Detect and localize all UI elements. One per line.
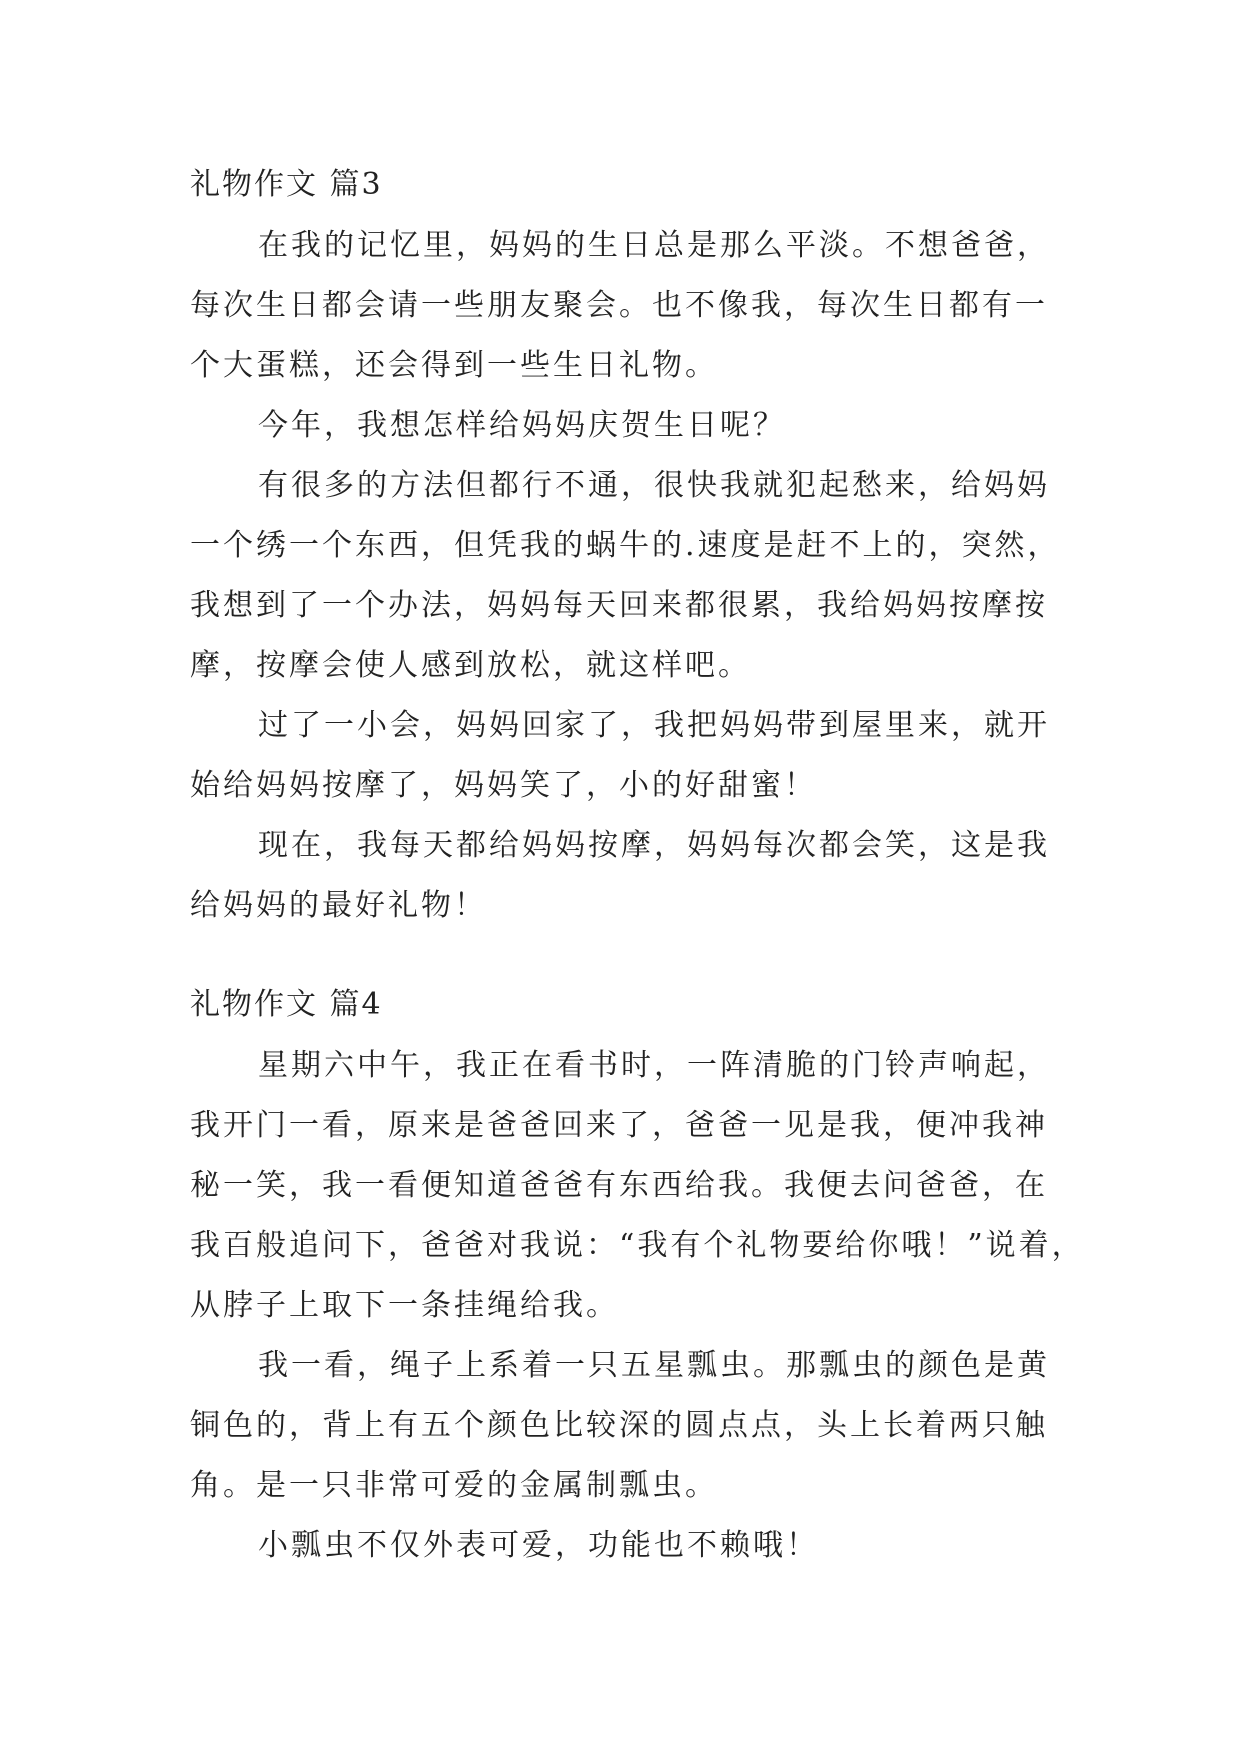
paragraph-line: 在我的记忆里，妈妈的生日总是那么平淡。不想爸爸， bbox=[258, 228, 1050, 263]
section-title: 礼物作文 篇3 bbox=[190, 167, 383, 202]
paragraph-line: 个大蛋糕，还会得到一些生日礼物。 bbox=[190, 348, 718, 383]
paragraph-line: 给妈妈的最好礼物！ bbox=[190, 888, 487, 923]
paragraph-line: 现在，我每天都给妈妈按摩，妈妈每次都会笑，这是我 bbox=[258, 828, 1050, 863]
paragraph-line: 小瓢虫不仅外表可爱，功能也不赖哦！ bbox=[258, 1528, 819, 1563]
paragraph-line: 摩，按摩会使人感到放松，就这样吧。 bbox=[190, 648, 751, 683]
paragraph-line: 每次生日都会请一些朋友聚会。也不像我，每次生日都有一 bbox=[190, 288, 1048, 323]
section-title: 礼物作文 篇4 bbox=[190, 987, 383, 1022]
paragraph-line: 星期六中午，我正在看书时，一阵清脆的门铃声响起， bbox=[258, 1048, 1050, 1083]
paragraph-line: 始给妈妈按摩了，妈妈笑了，小的好甜蜜！ bbox=[190, 768, 817, 803]
paragraph-line: 角。是一只非常可爱的金属制瓢虫。 bbox=[190, 1468, 718, 1503]
paragraph-line: 一个绣一个东西，但凭我的蜗牛的.速度是赶不上的，突然， bbox=[190, 528, 1061, 563]
paragraph-line: 铜色的，背上有五个颜色比较深的圆点点，头上长着两只触 bbox=[190, 1408, 1048, 1443]
paragraph-line: 有很多的方法但都行不通，很快我就犯起愁来，给妈妈 bbox=[258, 468, 1050, 503]
paragraph-line: 我想到了一个办法，妈妈每天回来都很累，我给妈妈按摩按 bbox=[190, 588, 1048, 623]
paragraph-line: 我开门一看，原来是爸爸回来了，爸爸一见是我，便冲我神 bbox=[190, 1108, 1048, 1143]
paragraph-line: 秘一笑，我一看便知道爸爸有东西给我。我便去问爸爸，在 bbox=[190, 1168, 1048, 1203]
paragraph-line: 我一看，绳子上系着一只五星瓢虫。那瓢虫的颜色是黄 bbox=[258, 1348, 1050, 1383]
paragraph-line: 今年，我想怎样给妈妈庆贺生日呢？ bbox=[258, 408, 786, 443]
paragraph-line: 我百般追问下，爸爸对我说：“我有个礼物要给你哦！”说着， bbox=[190, 1228, 1085, 1263]
paragraph-line: 过了一小会，妈妈回家了，我把妈妈带到屋里来，就开 bbox=[258, 708, 1050, 743]
paragraph-line: 从脖子上取下一条挂绳给我。 bbox=[190, 1288, 619, 1323]
